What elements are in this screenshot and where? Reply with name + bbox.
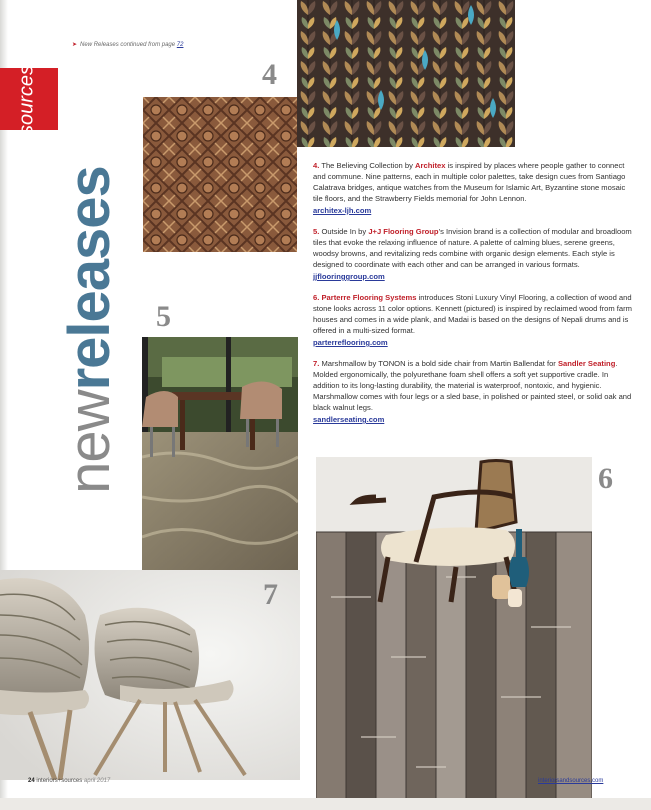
entry-6-brand: Parterre Flooring Systems	[321, 293, 417, 302]
continued-note	[72, 41, 183, 48]
footer-website[interactable]: interiorsandsources.com	[538, 778, 604, 784]
arrow-icon: ➤	[72, 42, 78, 48]
entry-6	[313, 292, 633, 348]
entry-5-text: ’s Invision brand is a collection of modular and broadloom tiles that evoke the relaxing influence of nature. A palette of calming blues, serene greens, woodsy browns, and revitalizing reds combine with organic design elements. Each style is designed to coordinate with each other and can be arranged in various formats.	[313, 227, 632, 269]
entry-7-pre: Marshmallow by TONON is a bold side chair from Martin Ballendat for	[319, 359, 558, 368]
entry-5-number: 5.	[313, 227, 320, 236]
entry-4-brand: Architex	[415, 161, 446, 170]
photo-carpet-room	[142, 337, 298, 570]
entry-5	[313, 226, 633, 282]
chairs-graphic	[0, 570, 300, 780]
number-4: 4	[262, 58, 277, 91]
entry-7	[313, 358, 633, 425]
footer-publication: interiors+sources	[36, 778, 83, 784]
carpet-room-graphic	[142, 337, 298, 570]
vinyl-floor-graphic	[316, 457, 592, 800]
entry-4-url[interactable]: architex-ljh.com	[313, 206, 372, 215]
entry-6-number: 6.	[313, 293, 320, 302]
continued-text: New Releases continued from page	[80, 42, 176, 48]
entry-4	[313, 160, 633, 216]
leaf-pattern-graphic	[297, 0, 515, 147]
bottom-strip	[0, 798, 651, 810]
section-tab-label: sources	[15, 64, 38, 136]
entry-4-pre: The Believing Collection by	[319, 161, 416, 170]
entry-4-number: 4.	[313, 161, 320, 170]
section-title	[57, 166, 122, 494]
number-7: 7	[263, 578, 278, 611]
photo-marshmallow-chairs	[0, 570, 300, 780]
pattern-image-leaves	[297, 0, 515, 147]
pattern-image-geometric	[143, 97, 297, 252]
entry-6-text: introduces Stoni Luxury Vinyl Flooring, a collection of wood and stone looks across 11 color options. Kennett (pictured) is inspired by reclaimed wood from farm houses and comes in a wide plank, and Madai is based on the designs of Nepali drums and is offered in a multi-sized format.	[313, 293, 632, 335]
footer-left	[28, 778, 110, 784]
entry-7-url[interactable]: sandlerseating.com	[313, 415, 385, 424]
article-body	[313, 160, 633, 435]
continued-page-link[interactable]: 72	[176, 42, 184, 48]
entry-7-brand: Sandler Seating	[557, 359, 616, 368]
footer-issue: april 2017	[83, 778, 111, 784]
entry-7-text: . Molded ergonomically, the polyurethane foam shell offers a soft yet supportive cradle. In addition to its long-lasting durability, the material is waterproof, nontoxic, and hygienic. Marshmallow comes with four legs or a sled base, in polished or painted steel, or solid oak and black walnut legs.	[313, 359, 632, 412]
entry-5-brand: J+J Flooring Group	[368, 227, 439, 236]
title-word-new: new	[57, 390, 122, 494]
entry-7-number: 7.	[313, 359, 320, 368]
entry-5-pre: Outside In by	[319, 227, 369, 236]
footer-page-number: 24	[28, 778, 35, 784]
number-6: 6	[598, 462, 613, 495]
photo-vinyl-floor-chair	[316, 457, 592, 800]
entry-4-text: is inspired by places where people gather to connect and commune. Nine patterns, each in multiple color palettes, take design cues from Santiago Calatrava bridges, antique watches from the Museum for Islamic Art, Byzantine stone mosaic tile floors, and the Strawberry Fields memorial for John Lennon.	[313, 161, 626, 203]
number-5: 5	[156, 300, 171, 333]
entry-6-url[interactable]: parterreflooring.com	[313, 338, 388, 347]
entry-5-url[interactable]: jjflooringgroup.com	[313, 272, 385, 281]
title-word-releases: releases	[57, 166, 122, 391]
geometric-pattern-graphic	[143, 97, 297, 252]
